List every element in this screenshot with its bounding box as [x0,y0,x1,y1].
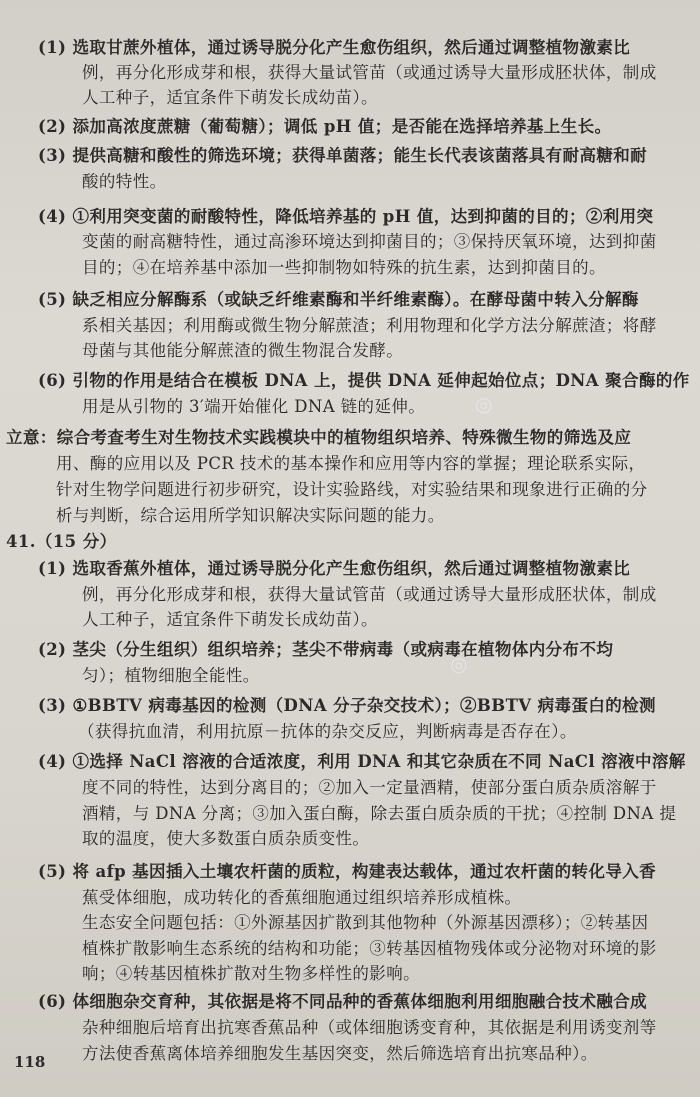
text-line: 响；④转基因植株扩散对生物多样性的影响。 [82,964,420,983]
text-line: 用是从引物的 3′端开始催化 DNA 链的延伸。 [82,397,426,416]
text-line: (6) 体细胞杂交育种，其依据是将不同品种的香蕉体细胞利用细胞融合技术融合成 [38,992,648,1011]
watermark-logo: ◎ [475,392,493,416]
text-line: 蕉受体细胞，成功转化的香蕉细胞通过组织培养形成植株。 [82,888,522,907]
text-line: (1) 选取香蕉外植体，通过诱导脱分化产生愈伤组织，然后通过调整植物激素比 [38,559,631,578]
text-line: 针对生物学问题进行初步研究，设计实验路线，对实验结果和现象进行正确的分 [56,480,648,499]
text-line: 例，再分化形成芽和根，获得大量试管苗（或通过诱导大量形成胚状体，制成 [82,585,657,604]
page-number: 118 [14,1053,46,1071]
text-line: (2) 添加高浓度蔗糖（葡萄糖）；调低 pH 值；是否能在选择培养基上生长。 [38,117,612,136]
text-line: (3) 提供高糖和酸性的筛选环境；获得单菌落；能生长代表该菌落具有耐高糖和耐 [38,146,648,165]
text-line: 杂种细胞后培育出抗寒香蕉品种（或体细胞诱变育种，其依据是利用诱变剂等 [82,1018,657,1037]
text-line: 例，再分化形成芽和根，获得大量试管苗（或通过诱导大量形成胚状体，制成 [82,63,657,82]
text-line: 用、酶的应用以及 PCR 技术的基本操作和应用等内容的掌握；理论联系实际， [56,454,646,473]
text-line: 系相关基因；利用酶或微生物分解蔗渣；利用物理和化学方法分解蔗渣；将酵 [82,316,657,335]
text-line: 变菌的耐高糖特性，通过高渗环境达到抑菌目的；③保持厌氧环境，达到抑菌 [82,232,657,251]
text-line: (1) 选取甘蔗外植体，通过诱导脱分化产生愈伤组织，然后通过调整植物激素比 [38,38,631,57]
text-line: (2) 茎尖（分生组织）组织培养；茎尖不带病毒（或病毒在植物体内分布不均 [38,640,614,659]
text-line: (4) ①利用突变菌的耐酸特性，降低培养基的 pH 值，达到抑菌的目的；②利用突 [38,207,654,226]
text-line: 立意：综合考查考生对生物技术实践模块中的植物组织培养、特殊微生物的筛选及应 [6,428,632,447]
text-line: 植株扩散影响生态系统的结构和功能；③转基因植物残体或分泌物对环境的影 [82,939,657,958]
text-line: 度不同的特性，达到分离目的；②加入一定量酒精，使部分蛋白质杂质溶解于 [82,778,657,797]
text-line: 取的温度，使大多数蛋白质杂质变性。 [82,829,370,848]
text-line: 生态安全问题包括：①外源基因扩散到其他物种（外源基因漂移）；②转基因 [82,913,649,932]
text-line: 目的；④在培养基中添加一些抑制物如特殊的抗生素，达到抑菌目的。 [82,258,606,277]
text-line: (3) ①BBTV 病毒基因的检测（DNA 分子杂交技术）；②BBTV 病毒蛋白的检测 [38,696,656,715]
text-line: （获得抗血清，利用抗原－抗体的杂交反应，判断病毒是否存在）。 [78,722,577,741]
text-line: 人工种子，适宜条件下萌发长成幼苗）。 [82,88,378,107]
text-line: 酸的特性。 [82,172,167,191]
text-line: 匀）；植物细胞全能性。 [82,666,260,685]
text-line: 方法使香蕉离体培养细胞发生基因突变，然后筛选培育出抗寒品种）。 [82,1044,598,1063]
text-line: (4) ①选择 NaCl 溶液的合适浓度，利用 DNA 和其它杂质在不同 NaCl 溶液中溶解 [38,752,686,771]
text-line: 析与判断，综合运用所学知识解决实际问题的能力。 [56,506,445,525]
text-line: 酒精，与 DNA 分离；③加入蛋白酶，除去蛋白质杂质的干扰；④控制 DNA 提 [82,804,677,823]
text-line: (6) 引物的作用是结合在模板 DNA 上，提供 DNA 延伸起始位点；DNA 聚合酶的作 [38,371,690,390]
text-line: 母菌与其他能分解蔗渣的微生物混合发酵。 [82,341,404,360]
text-line: (5) 将 afp 基因插入土壤农杆菌的质粒，构建表达载体，通过农杆菌的转化导入香 [38,862,657,881]
text-line: (5) 缺乏相应分解酶系（或缺乏纤维素酶和半纤维素酶）。在酵母菌中转入分解酶 [38,290,639,309]
text-line: 41.（15 分） [6,532,117,551]
text-line: 人工种子，适宜条件下萌发长成幼苗）。 [82,610,378,629]
watermark-logo: ◎ [450,652,468,676]
